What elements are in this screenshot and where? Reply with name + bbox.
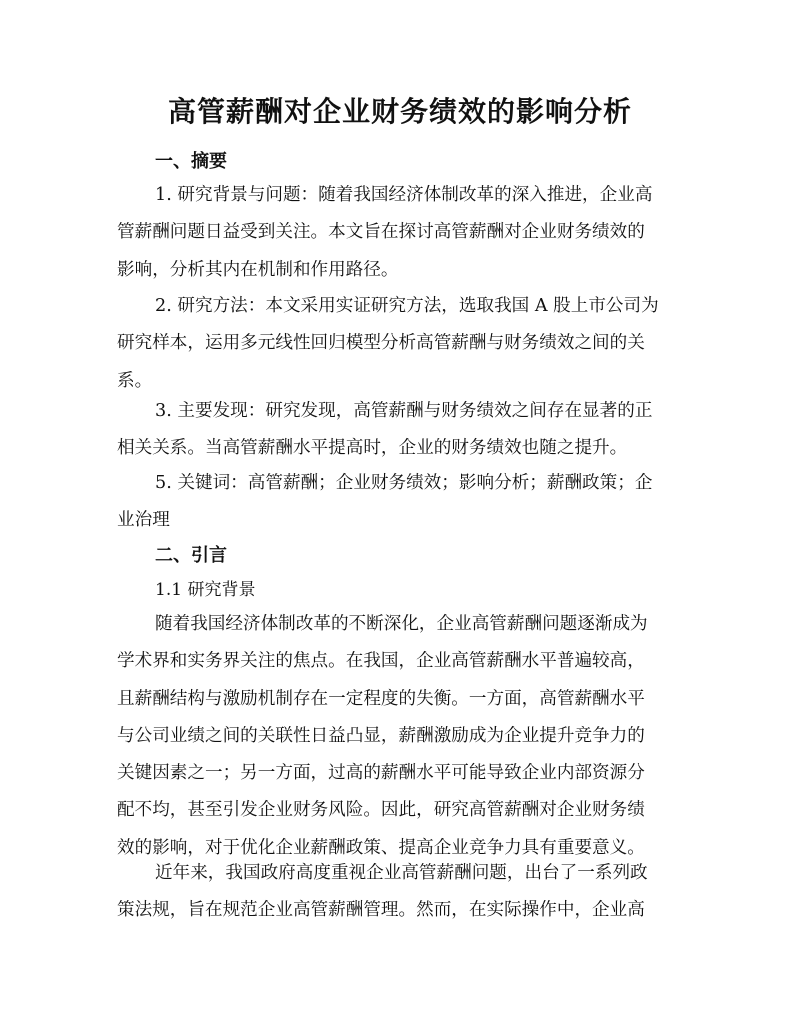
text-line: 研究样本，运用多元线性回归模型分析高管薪酬与财务绩效之间的关: [117, 333, 645, 354]
text-line: 学术界和实务界关注的焦点。在我国，企业高管薪酬水平普遍较高，: [117, 651, 645, 672]
text-line: 5. 关键词：高管薪酬；企业财务绩效；影响分析；薪酬政策；企: [155, 473, 653, 493]
background-paragraph-2: [117, 855, 683, 930]
text-line: 配不均，甚至引发企业财务风险。因此，研究高管薪酬对企业财务绩: [117, 800, 645, 821]
text-line: 业治理: [117, 510, 170, 531]
text-line: 且薪酬结构与激励机制存在一定程度的失衡。一方面，高管薪酬水平: [117, 688, 645, 709]
text-line: 关键因素之一；另一方面，过高的薪酬水平可能导致企业内部资源分: [117, 763, 645, 784]
document-title: 高管薪酬对企业财务绩效的影响分析: [167, 95, 632, 128]
text-line: 相关关系。当高管薪酬水平提高时，企业的财务绩效也随之提升。: [117, 438, 628, 459]
text-line: 1. 研究背景与问题：随着我国经济体制改革的深入推进，企业高: [155, 185, 653, 205]
abstract-item-1: [117, 177, 683, 289]
background-subheading: 1.1 研究背景: [155, 580, 256, 600]
intro-heading: 二、引言: [155, 545, 227, 566]
text-line: 近年来，我国政府高度重视企业高管薪酬问题，出台了一系列政: [155, 863, 648, 883]
text-line: 策法规，旨在规范企业高管薪酬管理。然而，在实际操作中，企业高: [117, 900, 645, 921]
text-line: 2. 研究方法：本文采用实证研究方法，选取我国 A 股上市公司为: [155, 296, 659, 316]
text-line: 效的影响，对于优化企业薪酬政策、提高企业竞争力具有重要意义。: [117, 837, 645, 858]
text-line: 系。: [117, 370, 153, 391]
abstract-heading: 一、摘要: [155, 151, 227, 172]
text-line: 3. 主要发现：研究发现，高管薪酬与财务绩效之间存在显著的正: [155, 401, 653, 421]
text-line: 与公司业绩之间的关联性日益凸显，薪酬激励成为企业提升竞争力的: [117, 725, 645, 746]
abstract-item-3: [117, 393, 683, 468]
abstract-item-2: [117, 288, 683, 400]
abstract-item-keywords: [117, 465, 683, 540]
text-line: 随着我国经济体制改革的不断深化，企业高管薪酬问题逐渐成为: [155, 614, 648, 634]
text-line: 影响，分析其内在机制和作用路径。: [117, 259, 399, 280]
text-line: 管薪酬问题日益受到关注。本文旨在探讨高管薪酬对企业财务绩效的: [117, 222, 645, 243]
background-paragraph-1: [117, 606, 683, 867]
